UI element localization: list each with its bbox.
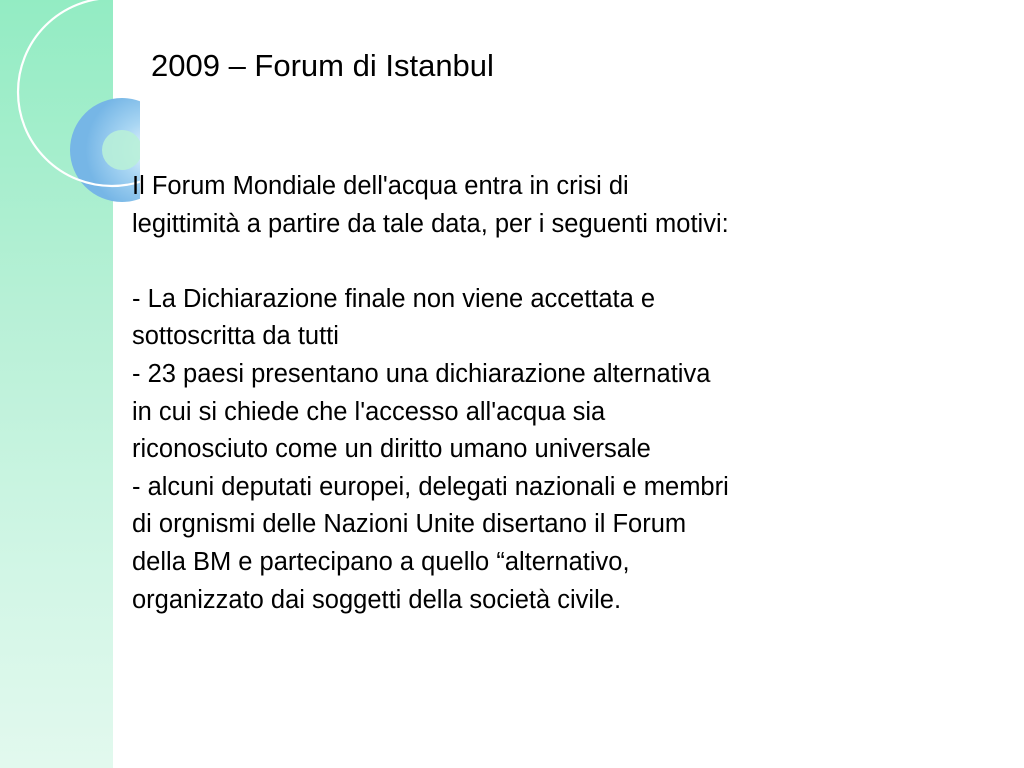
body-line: in cui si chiede che l'accesso all'acqua sia bbox=[132, 397, 606, 426]
body-line: sottoscritta da tutti bbox=[132, 322, 339, 351]
body-line: riconosciuto come un diritto umano universale bbox=[132, 435, 651, 464]
body-line: di orgnismi delle Nazioni Unite disertano il Forum bbox=[132, 510, 687, 539]
body-line: organizzato dai soggetti della società civile. bbox=[132, 585, 622, 614]
body-line: Il Forum Mondiale dell'acqua entra in crisi di bbox=[132, 172, 629, 200]
body-line: legittimità a partire da tale data, per i seguenti motivi: bbox=[132, 209, 729, 238]
body-line: della BM e partecipano a quello “alternativo, bbox=[132, 547, 630, 576]
bullet-line: - alcuni deputati europei, delegati nazionali e membri bbox=[132, 472, 729, 501]
slide-body bbox=[132, 168, 962, 619]
bullet-line: - La Dichiarazione finale non viene accettata e bbox=[132, 284, 656, 313]
blank-line bbox=[132, 243, 962, 281]
bullet-line: - 23 paesi presentano una dichiarazione alternativa bbox=[132, 359, 711, 388]
slide-title: 2009 – Forum di Istanbul bbox=[151, 48, 494, 83]
decorative-circles bbox=[0, 0, 140, 260]
